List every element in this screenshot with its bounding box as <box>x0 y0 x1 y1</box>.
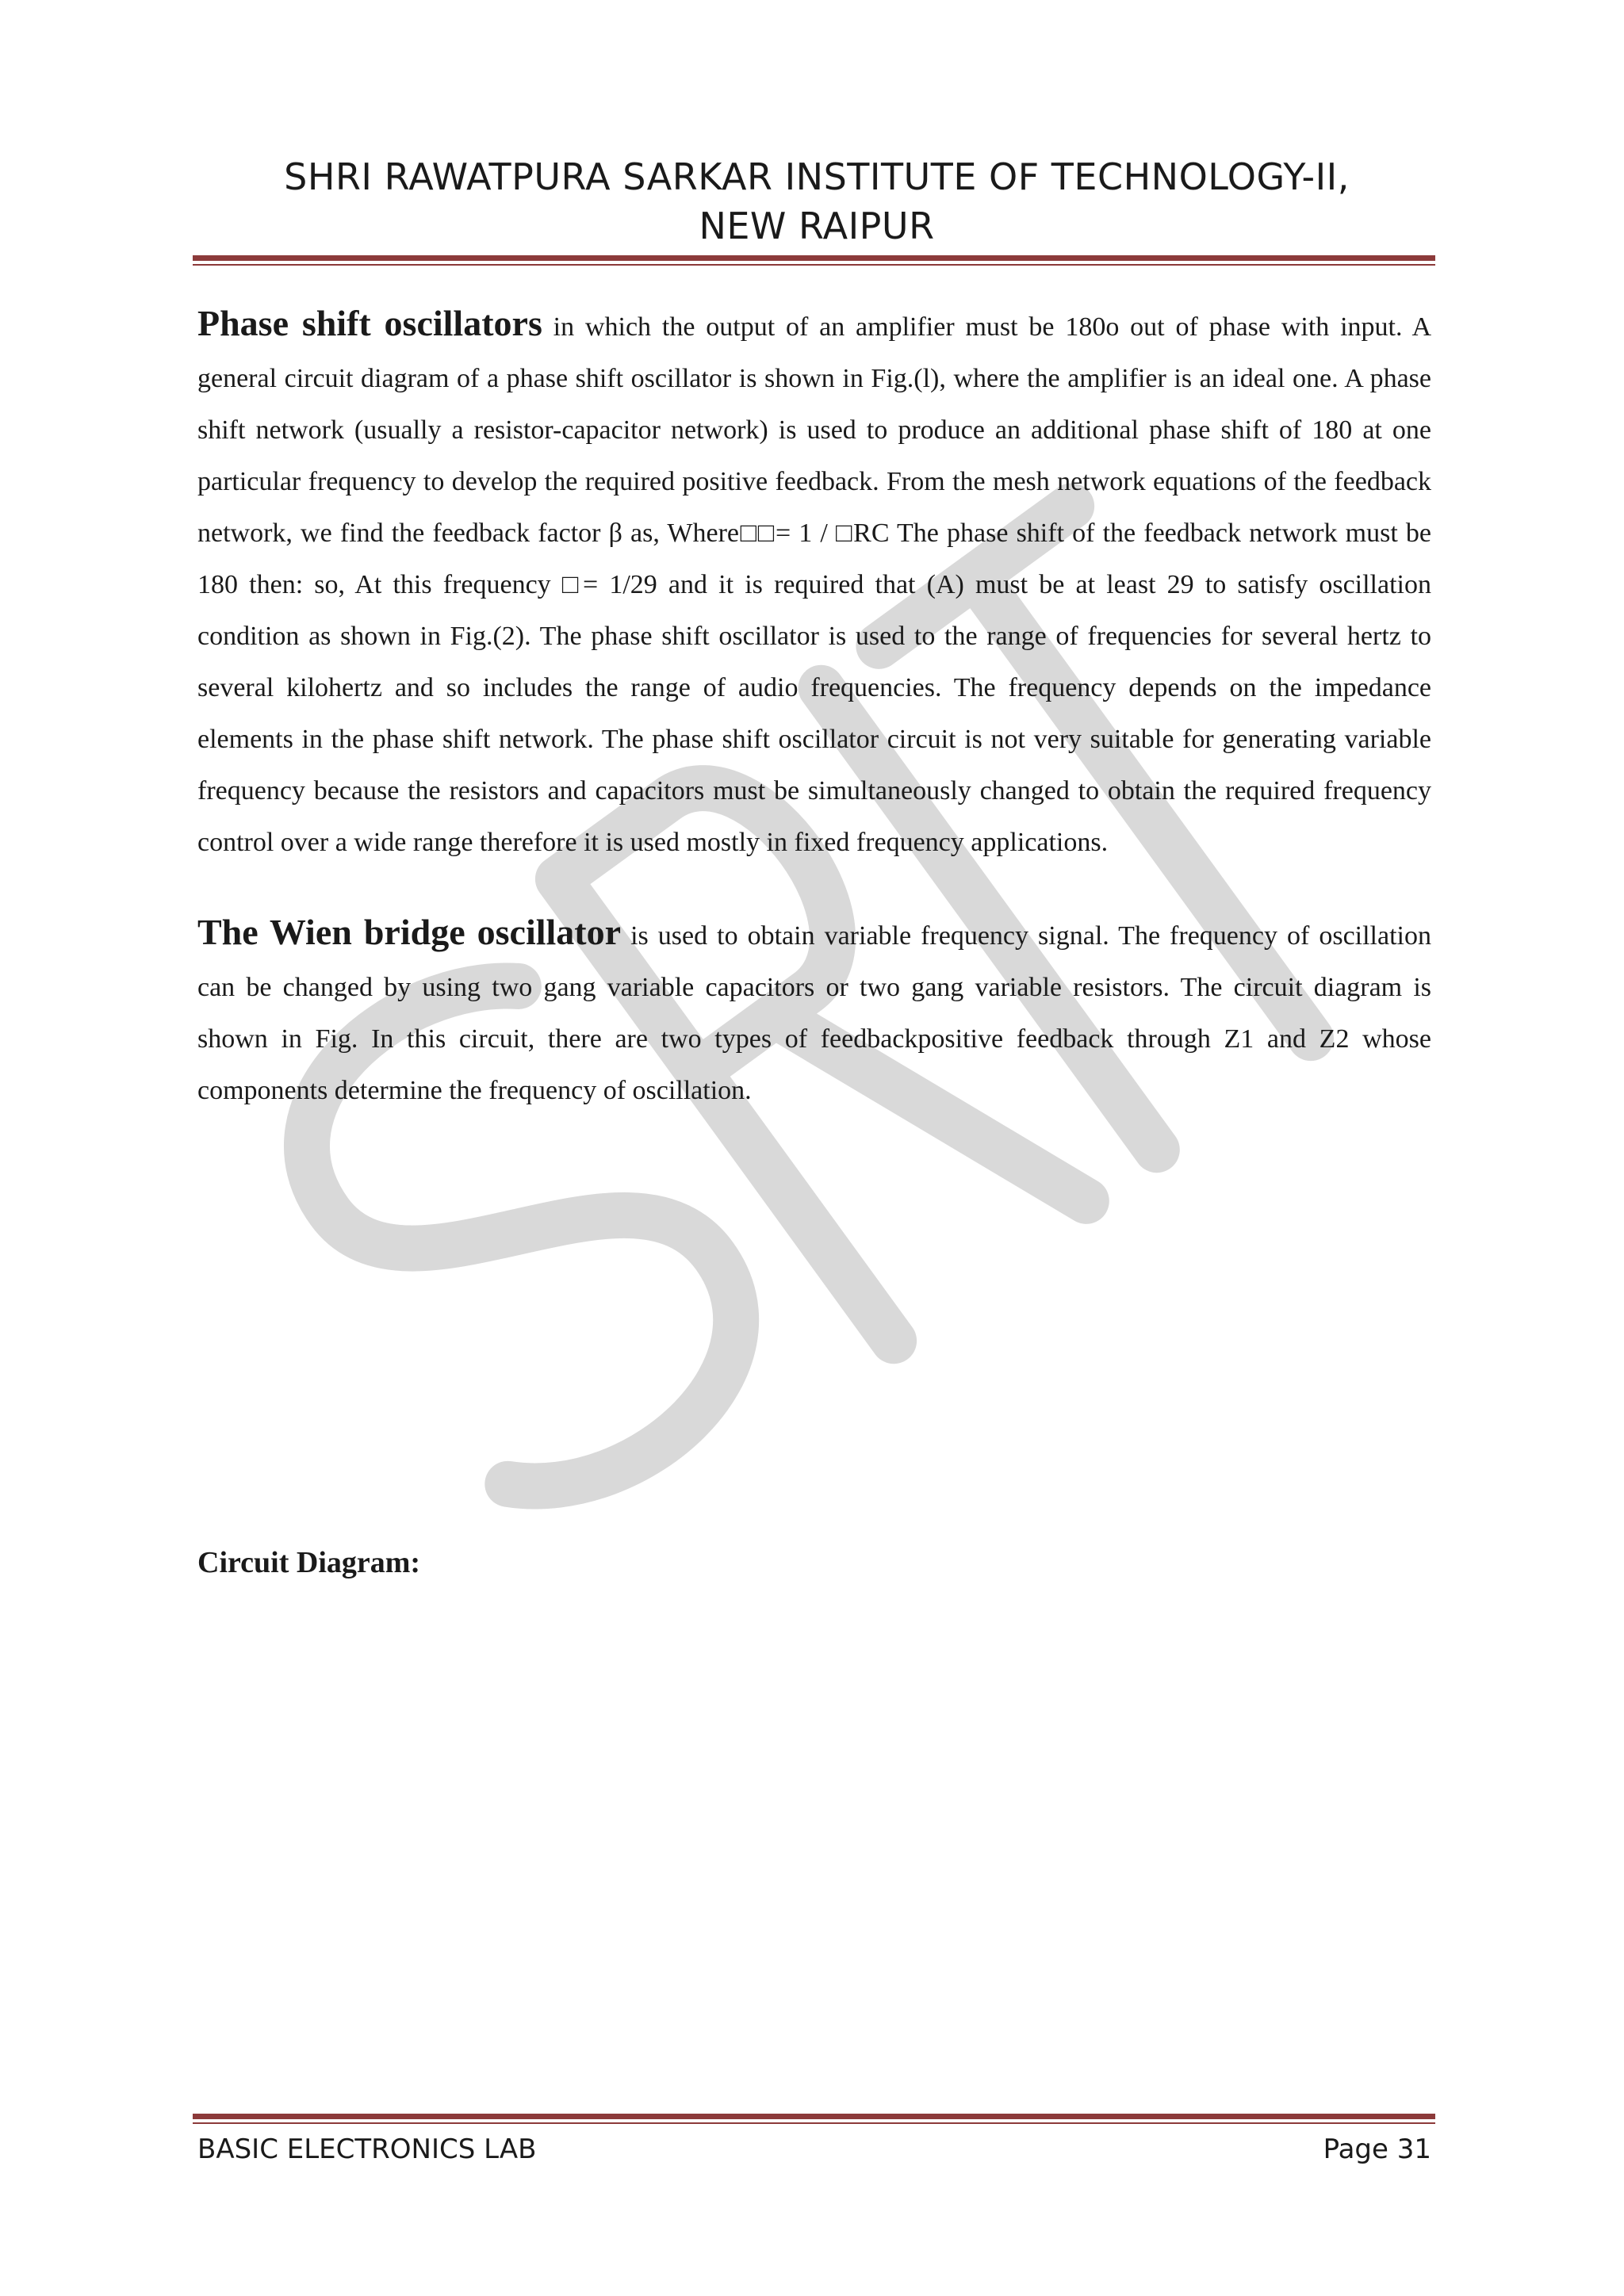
page-number: Page 31 <box>1323 2133 1431 2165</box>
page-header <box>198 152 1435 251</box>
footer-rule-thin <box>193 2122 1435 2124</box>
header-rule-thin <box>193 264 1435 266</box>
header-line-1: SHRI RAWATPURA SARKAR INSTITUTE OF TECHNOLOGY-II, <box>284 155 1350 198</box>
footer-rule-thick <box>193 2114 1435 2119</box>
header-line-2: NEW RAIPUR <box>699 205 935 247</box>
circuit-diagram-heading: Circuit Diagram: <box>197 1546 421 1579</box>
paragraph-phase-shift <box>197 297 1431 868</box>
footer-course-title: BASIC ELECTRONICS LAB <box>197 2133 537 2165</box>
paragraph-wien-bridge <box>197 906 1431 1116</box>
paragraph-body: in which the output of an amplifier must be 180o out of phase with input. A general circuit diagram of a phase shift oscillator is shown in Fig.(l), where the amplifier is an ideal one. A phase shift network (usually a resistor-capacitor network) is used to produce an additional phase shift of 180 at one particular frequency to develop the required positive feedback. From the mesh network equations of the feedback network, we find the feedback factor β as, Where□□= 1 / □RC The phase shift of the feedback network must be 180 then: so, At this frequency □= 1/29 and it is required that (A) must be at least 29 to satisfy oscillation condition as shown in Fig.(2). The phase shift oscillator is used to the range of frequencies for several hertz to several kilohertz and so includes the range of audio frequencies. The frequency depends on the impedance elements in the phase shift network. The phase shift oscillator circuit is not very suitable for generating variable frequency because the resistors and capacitors must be simultaneously changed to obtain the required frequency control over a wide range therefore it is used mostly in fixed frequency applications. <box>197 312 1431 857</box>
paragraph-body: is used to obtain variable frequency signal. The frequency of oscillation can be changed by using two gang variable capacitors or two gang variable resistors. The circuit diagram is shown in Fig. In this circuit, there are two types of feedbackpositive feedback through Z1 and Z2 whose components determine the frequency of oscillation. <box>197 921 1431 1105</box>
header-rule-thick <box>193 255 1435 261</box>
page-footer <box>197 2131 1431 2168</box>
body-text <box>197 297 1431 1116</box>
paragraph-lead: Phase shift oscillators <box>197 303 542 343</box>
paragraph-lead: The Wien bridge oscillator <box>197 912 622 952</box>
